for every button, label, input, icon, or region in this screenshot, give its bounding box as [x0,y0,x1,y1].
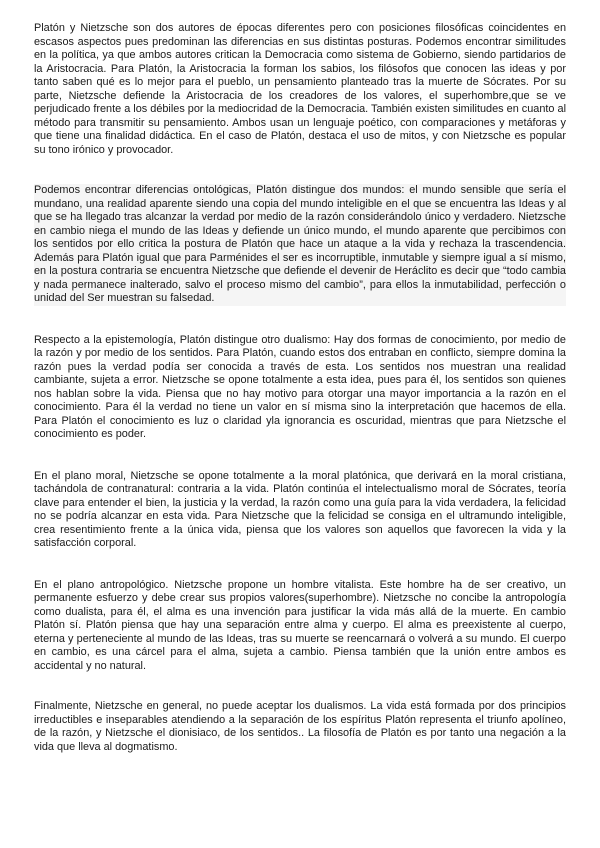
document-page [34,22,566,780]
paragraph-epistemology: Respecto a la epistemología, Platón distingue otro dualismo: Hay dos formas de conocimiento, por medio de la razón y por medio de los sentidos. Para Platón, cuando estos dos entraban en conflicto, siempre domina la razón pues la verdad podía ser conocida a través de esta. Los sentidos nos muestran una realidad cambiante, sujeta a error. Nietzsche se opone totalmente a esta idea, pues para él, los sentidos son quienes nos hablan sobre la vida. Piensa que no hay motivo para otorgar una mayor importancia a la razón en el conocimiento. Para él la verdad no tiene un valor en sí misma sino la interpretación que hacemos de ella. Para Platón el conocimiento es luz o claridad yla ignorancia es oscuridad, mientras que para Nietzsche el conocimiento es poder. [34,333,566,440]
paragraph-anthropology: En el plano antropológico. Nietzsche propone un hombre vitalista. Este hombre ha de ser creativo, un permanente esfuerzo y debe crear sus propios valores(superhombre). Nietzsche no concibe la antropología como dualista, para él, el alma es una invención para justificar la vida más allá de la muerte. En cambio Platón sí. Platón piensa que hay una separación entre alma y cuerpo. El alma es preexistente al cuerpo, eterna y perteneciente al mundo de las Ideas, tras su muerte se reencarnará o volverá a su mundo. El cuerpo en cambio, es una cárcel para el alma, sujeta a cambio. Piensa también que la unión entre ambos es accidental y no natural. [34,578,566,672]
paragraph-ontology: Podemos encontrar diferencias ontológicas, Platón distingue dos mundos: el mundo sensible que sería el mundano, una realidad aparente siendo una copia del mundo inteligible en el que se encuentra las Ideas y al que se ha llegado tras alcanzar la verdad por medio de la razón considerándolo único y verdadero. Nietzsche en cambio niega el mundo de las Ideas y defiende un único mundo, el mundo aparente que percibimos con los sentidos por ello critica la postura de Platón que hace un ataque a la vida y rechaza la trascendencia. Además para Platón igual que para Parménides el ser es incorruptible, inmutable y siempre igual a sí mismo, en la postura contraria se encuentra Nietzsche que defiende el devenir de Heráclito es decir que “todo cambia y nada permanece inalterado, salvo el proceso mismo del cambio”, para ellos la inmutabilidad, perfección o unidad del Ser muestran su falsedad. [34,184,566,304]
paragraph-conclusion: Finalmente, Nietzsche en general, no puede aceptar los dualismos. La vida está formada por dos principios irreductibles e inseparables atendiendo a la separación de los espíritus Platón representa el triunfo apolíneo, de la razón, y Nietzsche el dionisiaco, de los sentidos.. La filosofía de Platón es por tanto una negación a la vida que lleva al dogmatismo. [34,700,566,753]
paragraph-politics: Platón y Nietzsche son dos autores de épocas diferentes pero con posiciones filosóficas coincidentes en escasos aspectos pues predominan las diferencias en sus distintas posturas. Podemos encontrar similitudes en la política, ya que ambos autores critican la Democracia como sistema de Gobierno, siendo partidarios de la Aristocracia. Para Platón, la Aristocracia la forman los sabios, los filósofos que conocen las ideas y por tanto saben qué es lo mejor para el pueblo, un pensamiento planteado tras la muerte de Sócrates. Por su parte, Nietzsche defiende la Aristocracia de los creadores de los valores, el superhombre,que se ve perjudicado frente a los débiles por la mediocridad de la Democracia. También existen similitudes en cuanto al método para transmitir su pensamiento. Ambos usan un lenguaje poético, con comparaciones y metáforas y que tiene una finalidad didáctica. En el caso de Platón, destaca el uso de mitos, y con Nietzsche es popular su tono irónico y provocador. [34,22,566,156]
paragraph-moral: En el plano moral, Nietzsche se opone totalmente a la moral platónica, que derivará en la moral cristiana, tachándola de contranatural: contraria a la vida. Platón continúa el intelectualismo moral de Sócrates, teoría clave para entender el bien, la justicia y la verdad, la razón como una guía para la vida verdadera, la felicidad no se podría alcanzar en esta vida. Para Nietzsche que la felicidad se consiga en el ultramundo inteligible, crea resentimiento frente a la única vida, piensa que los valores son aquellos que favorecen la vida y la satisfacción corporal. [34,469,566,549]
